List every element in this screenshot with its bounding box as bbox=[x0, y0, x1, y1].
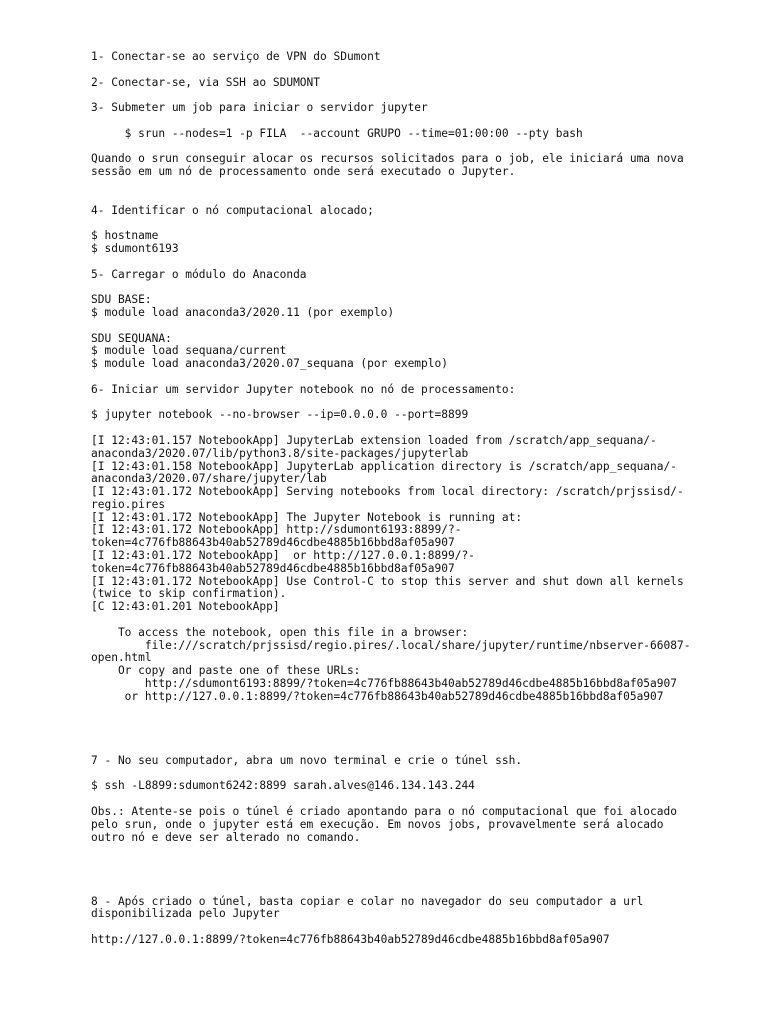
text-line: or http://127.0.0.1:8899/?token=4c776fb88643b40ab52789d46cdbe4885b16bbd8af05a907 bbox=[91, 689, 664, 703]
text-line: Quando o srun conseguir alocar os recursos solicitados para o job, ele iniciará uma nova bbox=[91, 152, 684, 166]
text-line: sessão em um nó de processamento onde será executado o Jupyter. bbox=[91, 165, 516, 179]
blank-line bbox=[91, 217, 761, 230]
text-line: 8 - Após criado o túnel, basta copiar e colar no navegador do seu computador a url bbox=[91, 894, 644, 908]
text-line: [I 12:43:01.172 NotebookApp] The Jupyter Notebook is running at: bbox=[91, 510, 523, 524]
text-line: To access the notebook, open this file in a browser: bbox=[91, 625, 469, 639]
text-line: Obs.: Atente-se pois o túnel é criado apontando para o nó computacional que foi alocado bbox=[91, 805, 677, 819]
text-line: pelo srun, onde o jupyter está em execução. Em novos jobs, provavelmente será alocado bbox=[91, 817, 664, 831]
text-line: 4- Identificar o nó computacional alocado; bbox=[91, 203, 374, 217]
blank-line bbox=[91, 844, 761, 857]
text-line: SDU BASE: bbox=[91, 293, 152, 307]
text-line: [I 12:43:01.172 NotebookApp] or http://127.0.0.1:8899/?- bbox=[91, 549, 475, 563]
blank-line bbox=[91, 422, 761, 435]
text-line: http://sdumont6193:8899/?token=4c776fb88643b40ab52789d46cdbe4885b16bbd8af05a907 bbox=[91, 677, 677, 691]
text-line: $ srun --nodes=1 -p FILA --account GRUPO --time=01:00:00 --pty bash bbox=[91, 126, 583, 140]
text-line: 2- Conectar-se, via SSH ao SDUMONT bbox=[91, 75, 321, 89]
text-line: http://127.0.0.1:8899/?token=4c776fb88643b40ab52789d46cdbe4885b16bbd8af05a907 bbox=[91, 932, 610, 946]
blank-line bbox=[91, 614, 761, 627]
text-line: open.html bbox=[91, 651, 152, 665]
text-line: anaconda3/2020.07/lib/python3.8/site-packages/jupyterlab bbox=[91, 446, 469, 460]
blank-line bbox=[91, 256, 761, 269]
text-line: $ module load anaconda3/2020.11 (por exemplo) bbox=[91, 305, 395, 319]
blank-line bbox=[91, 883, 761, 896]
text-line: token=4c776fb88643b40ab52789d46cdbe4885b16bbd8af05a907 bbox=[91, 536, 455, 550]
text-line: $ sdumont6193 bbox=[91, 241, 179, 255]
blank-line bbox=[91, 64, 761, 77]
text-line: 1- Conectar-se ao serviço de VPN do SDumont bbox=[91, 50, 381, 63]
text-line: $ module load anaconda3/2020.07_sequana (por exemplo) bbox=[91, 357, 448, 371]
blank-line bbox=[91, 320, 761, 333]
blank-line bbox=[91, 742, 761, 755]
text-line: (twice to skip confirmation). bbox=[91, 587, 287, 601]
blank-line bbox=[91, 870, 761, 883]
text-line: [I 12:43:01.157 NotebookApp] JupyterLab extension loaded from /scratch/app_sequana/- bbox=[91, 433, 657, 447]
text-line: token=4c776fb88643b40ab52789d46cdbe4885b16bbd8af05a907 bbox=[91, 561, 455, 575]
text-line: $ jupyter notebook --no-browser --ip=0.0.0.0 --port=8899 bbox=[91, 408, 469, 422]
text-line: 7 - No seu computador, abra um novo terminal e crie o túnel ssh. bbox=[91, 753, 523, 767]
text-line: 6- Iniciar um servidor Jupyter notebook no nó de processamento: bbox=[91, 382, 516, 396]
text-line: file:///scratch/prjssisd/regio.pires/.local/share/jupyter/runtime/nbserver-66087- bbox=[91, 638, 691, 652]
blank-line bbox=[91, 179, 761, 192]
blank-line bbox=[91, 729, 761, 742]
text-line: Or copy and paste one of these URLs: bbox=[91, 664, 361, 678]
text-line: disponibilizada pelo Jupyter bbox=[91, 907, 280, 921]
text-line: 5- Carregar o módulo do Anaconda bbox=[91, 267, 307, 281]
blank-line bbox=[91, 704, 761, 717]
blank-line bbox=[91, 192, 761, 205]
text-line: [I 12:43:01.172 NotebookApp] Use Control-C to stop this server and shut down all kernels bbox=[91, 574, 684, 588]
text-line: [I 12:43:01.158 NotebookApp] JupyterLab application directory is /scratch/app_sequana/- bbox=[91, 459, 677, 473]
blank-line bbox=[91, 115, 761, 128]
blank-line bbox=[91, 716, 761, 729]
blank-line bbox=[91, 371, 761, 384]
text-line: [I 12:43:01.172 NotebookApp] Serving notebooks from local directory: /scratch/prjssisd/- bbox=[91, 485, 684, 499]
blank-line bbox=[91, 281, 761, 294]
text-line: 3- Submeter um job para iniciar o servidor jupyter bbox=[91, 101, 428, 115]
text-line: $ module load sequana/current bbox=[91, 344, 287, 358]
text-line: anaconda3/2020.07/share/jupyter/lab bbox=[91, 472, 327, 486]
document-body bbox=[91, 51, 761, 947]
text-line: $ hostname bbox=[91, 229, 159, 243]
text-line: [C 12:43:01.201 NotebookApp] bbox=[91, 600, 280, 614]
text-line: SDU SEQUANA: bbox=[91, 331, 172, 345]
text-line: $ ssh -L8899:sdumont6242:8899 sarah.alves@146.134.143.244 bbox=[91, 779, 475, 793]
text-line: regio.pires bbox=[91, 497, 166, 511]
blank-line bbox=[91, 857, 761, 870]
text-line: outro nó e deve ser alterado no comando. bbox=[91, 830, 361, 844]
text-line: [I 12:43:01.172 NotebookApp] http://sdumont6193:8899/?- bbox=[91, 523, 462, 537]
